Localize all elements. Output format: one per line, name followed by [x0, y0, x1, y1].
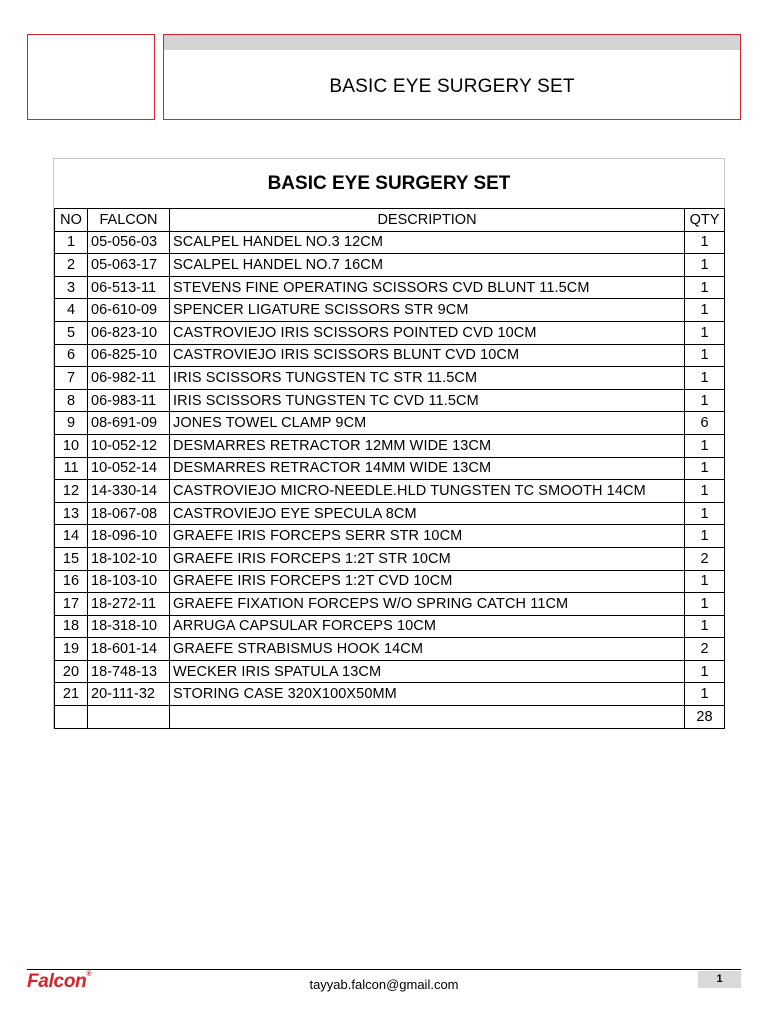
row-qty: 1	[685, 480, 725, 503]
row-description: WECKER IRIS SPATULA 13CM	[170, 660, 685, 683]
row-no: 6	[55, 344, 88, 367]
row-qty: 1	[685, 615, 725, 638]
row-description: CASTROVIEJO MICRO-NEEDLE.HLD TUNGSTEN TC SMOOTH 14CM	[170, 480, 685, 503]
row-code: 08-691-09	[88, 412, 170, 435]
table-row	[55, 547, 725, 570]
row-code: 06-610-09	[88, 299, 170, 322]
table-row	[55, 593, 725, 616]
row-no: 15	[55, 547, 88, 570]
row-no: 21	[55, 683, 88, 706]
row-code: 06-982-11	[88, 367, 170, 390]
table-row	[55, 570, 725, 593]
page-number: 1	[698, 971, 741, 988]
row-description: DESMARRES RETRACTOR 14MM WIDE 13CM	[170, 457, 685, 480]
column-header-falcon: FALCON	[88, 209, 170, 232]
row-qty: 1	[685, 525, 725, 548]
row-code: 18-318-10	[88, 615, 170, 638]
row-description: SCALPEL HANDEL NO.3 12CM	[170, 231, 685, 254]
row-code: 18-103-10	[88, 570, 170, 593]
row-qty: 1	[685, 389, 725, 412]
row-no: 17	[55, 593, 88, 616]
table-row	[55, 660, 725, 683]
row-no: 13	[55, 502, 88, 525]
row-qty: 1	[685, 367, 725, 390]
row-no: 18	[55, 615, 88, 638]
table-row	[55, 276, 725, 299]
row-no: 10	[55, 434, 88, 457]
row-no: 16	[55, 570, 88, 593]
row-code: 10-052-14	[88, 457, 170, 480]
row-no: 11	[55, 457, 88, 480]
row-qty: 1	[685, 434, 725, 457]
row-code: 18-601-14	[88, 638, 170, 661]
footer-email: tayyab.falcon@gmail.com	[309, 977, 459, 992]
table-row	[55, 683, 725, 706]
row-description: SPENCER LIGATURE SCISSORS STR 9CM	[170, 299, 685, 322]
instrument-sheet	[53, 158, 725, 729]
row-no: 7	[55, 367, 88, 390]
row-description: CASTROVIEJO EYE SPECULA 8CM	[170, 502, 685, 525]
table-row	[55, 615, 725, 638]
table-row	[55, 480, 725, 503]
document-header	[163, 34, 741, 120]
footer-divider	[27, 969, 741, 970]
row-description: ARRUGA CAPSULAR FORCEPS 10CM	[170, 615, 685, 638]
total-no-cell	[55, 706, 88, 729]
row-description: STORING CASE 320X100X50MM	[170, 683, 685, 706]
row-qty: 1	[685, 570, 725, 593]
row-qty: 1	[685, 593, 725, 616]
table-row	[55, 434, 725, 457]
table-row	[55, 344, 725, 367]
brand-name: Falcon	[27, 971, 87, 992]
total-row	[55, 706, 725, 729]
row-qty: 1	[685, 254, 725, 277]
row-qty: 6	[685, 412, 725, 435]
row-qty: 1	[685, 683, 725, 706]
document-title: BASIC EYE SURGERY SET	[329, 76, 575, 97]
row-code: 18-102-10	[88, 547, 170, 570]
row-qty: 1	[685, 276, 725, 299]
row-code: 05-063-17	[88, 254, 170, 277]
row-code: 18-096-10	[88, 525, 170, 548]
table-row	[55, 367, 725, 390]
row-description: IRIS SCISSORS TUNGSTEN TC CVD 11.5CM	[170, 389, 685, 412]
row-description: IRIS SCISSORS TUNGSTEN TC STR 11.5CM	[170, 367, 685, 390]
table-header-row	[55, 209, 725, 232]
row-code: 14-330-14	[88, 480, 170, 503]
row-code: 06-823-10	[88, 321, 170, 344]
row-code: 18-272-11	[88, 593, 170, 616]
row-qty: 1	[685, 321, 725, 344]
row-no: 12	[55, 480, 88, 503]
row-description: STEVENS FINE OPERATING SCISSORS CVD BLUNT 11.5CM	[170, 276, 685, 299]
row-no: 20	[55, 660, 88, 683]
row-qty: 2	[685, 638, 725, 661]
row-description: GRAEFE IRIS FORCEPS 1:2T STR 10CM	[170, 547, 685, 570]
row-qty: 1	[685, 344, 725, 367]
row-description: GRAEFE IRIS FORCEPS SERR STR 10CM	[170, 525, 685, 548]
header-strip	[164, 35, 740, 50]
row-qty: 1	[685, 299, 725, 322]
row-no: 3	[55, 276, 88, 299]
row-code: 06-983-11	[88, 389, 170, 412]
row-description: CASTROVIEJO IRIS SCISSORS BLUNT CVD 10CM	[170, 344, 685, 367]
row-no: 14	[55, 525, 88, 548]
row-code: 06-825-10	[88, 344, 170, 367]
row-no: 5	[55, 321, 88, 344]
row-description: GRAEFE FIXATION FORCEPS W/O SPRING CATCH 11CM	[170, 593, 685, 616]
table-row	[55, 321, 725, 344]
table-row	[55, 389, 725, 412]
row-code: 10-052-12	[88, 434, 170, 457]
table-row	[55, 231, 725, 254]
table-row	[55, 299, 725, 322]
table-row	[55, 525, 725, 548]
table-row	[55, 502, 725, 525]
sheet-title: BASIC EYE SURGERY SET	[267, 173, 511, 194]
column-header-no: NO	[55, 209, 88, 232]
row-description: CASTROVIEJO IRIS SCISSORS POINTED CVD 10CM	[170, 321, 685, 344]
row-qty: 1	[685, 502, 725, 525]
row-qty: 2	[685, 547, 725, 570]
total-qty: 28	[685, 706, 725, 729]
row-code: 18-748-13	[88, 660, 170, 683]
row-no: 2	[55, 254, 88, 277]
table-row	[55, 457, 725, 480]
instrument-table	[54, 208, 725, 729]
row-qty: 1	[685, 660, 725, 683]
row-description: DESMARRES RETRACTOR 12MM WIDE 13CM	[170, 434, 685, 457]
table-row	[55, 254, 725, 277]
total-code-cell	[88, 706, 170, 729]
table-row	[55, 638, 725, 661]
column-header-description: DESCRIPTION	[170, 209, 685, 232]
row-code: 06-513-11	[88, 276, 170, 299]
row-qty: 1	[685, 231, 725, 254]
registered-mark: ®	[86, 971, 92, 978]
row-code: 18-067-08	[88, 502, 170, 525]
row-description: GRAEFE STRABISMUS HOOK 14CM	[170, 638, 685, 661]
row-description: JONES TOWEL CLAMP 9CM	[170, 412, 685, 435]
table-row	[55, 412, 725, 435]
column-header-qty: QTY	[685, 209, 725, 232]
row-code: 05-056-03	[88, 231, 170, 254]
row-no: 19	[55, 638, 88, 661]
row-description: SCALPEL HANDEL NO.7 16CM	[170, 254, 685, 277]
row-qty: 1	[685, 457, 725, 480]
row-no: 8	[55, 389, 88, 412]
row-description: GRAEFE IRIS FORCEPS 1:2T CVD 10CM	[170, 570, 685, 593]
row-no: 1	[55, 231, 88, 254]
logo-frame	[27, 34, 155, 120]
row-no: 4	[55, 299, 88, 322]
row-no: 9	[55, 412, 88, 435]
total-desc-cell	[170, 706, 685, 729]
row-code: 20-111-32	[88, 683, 170, 706]
